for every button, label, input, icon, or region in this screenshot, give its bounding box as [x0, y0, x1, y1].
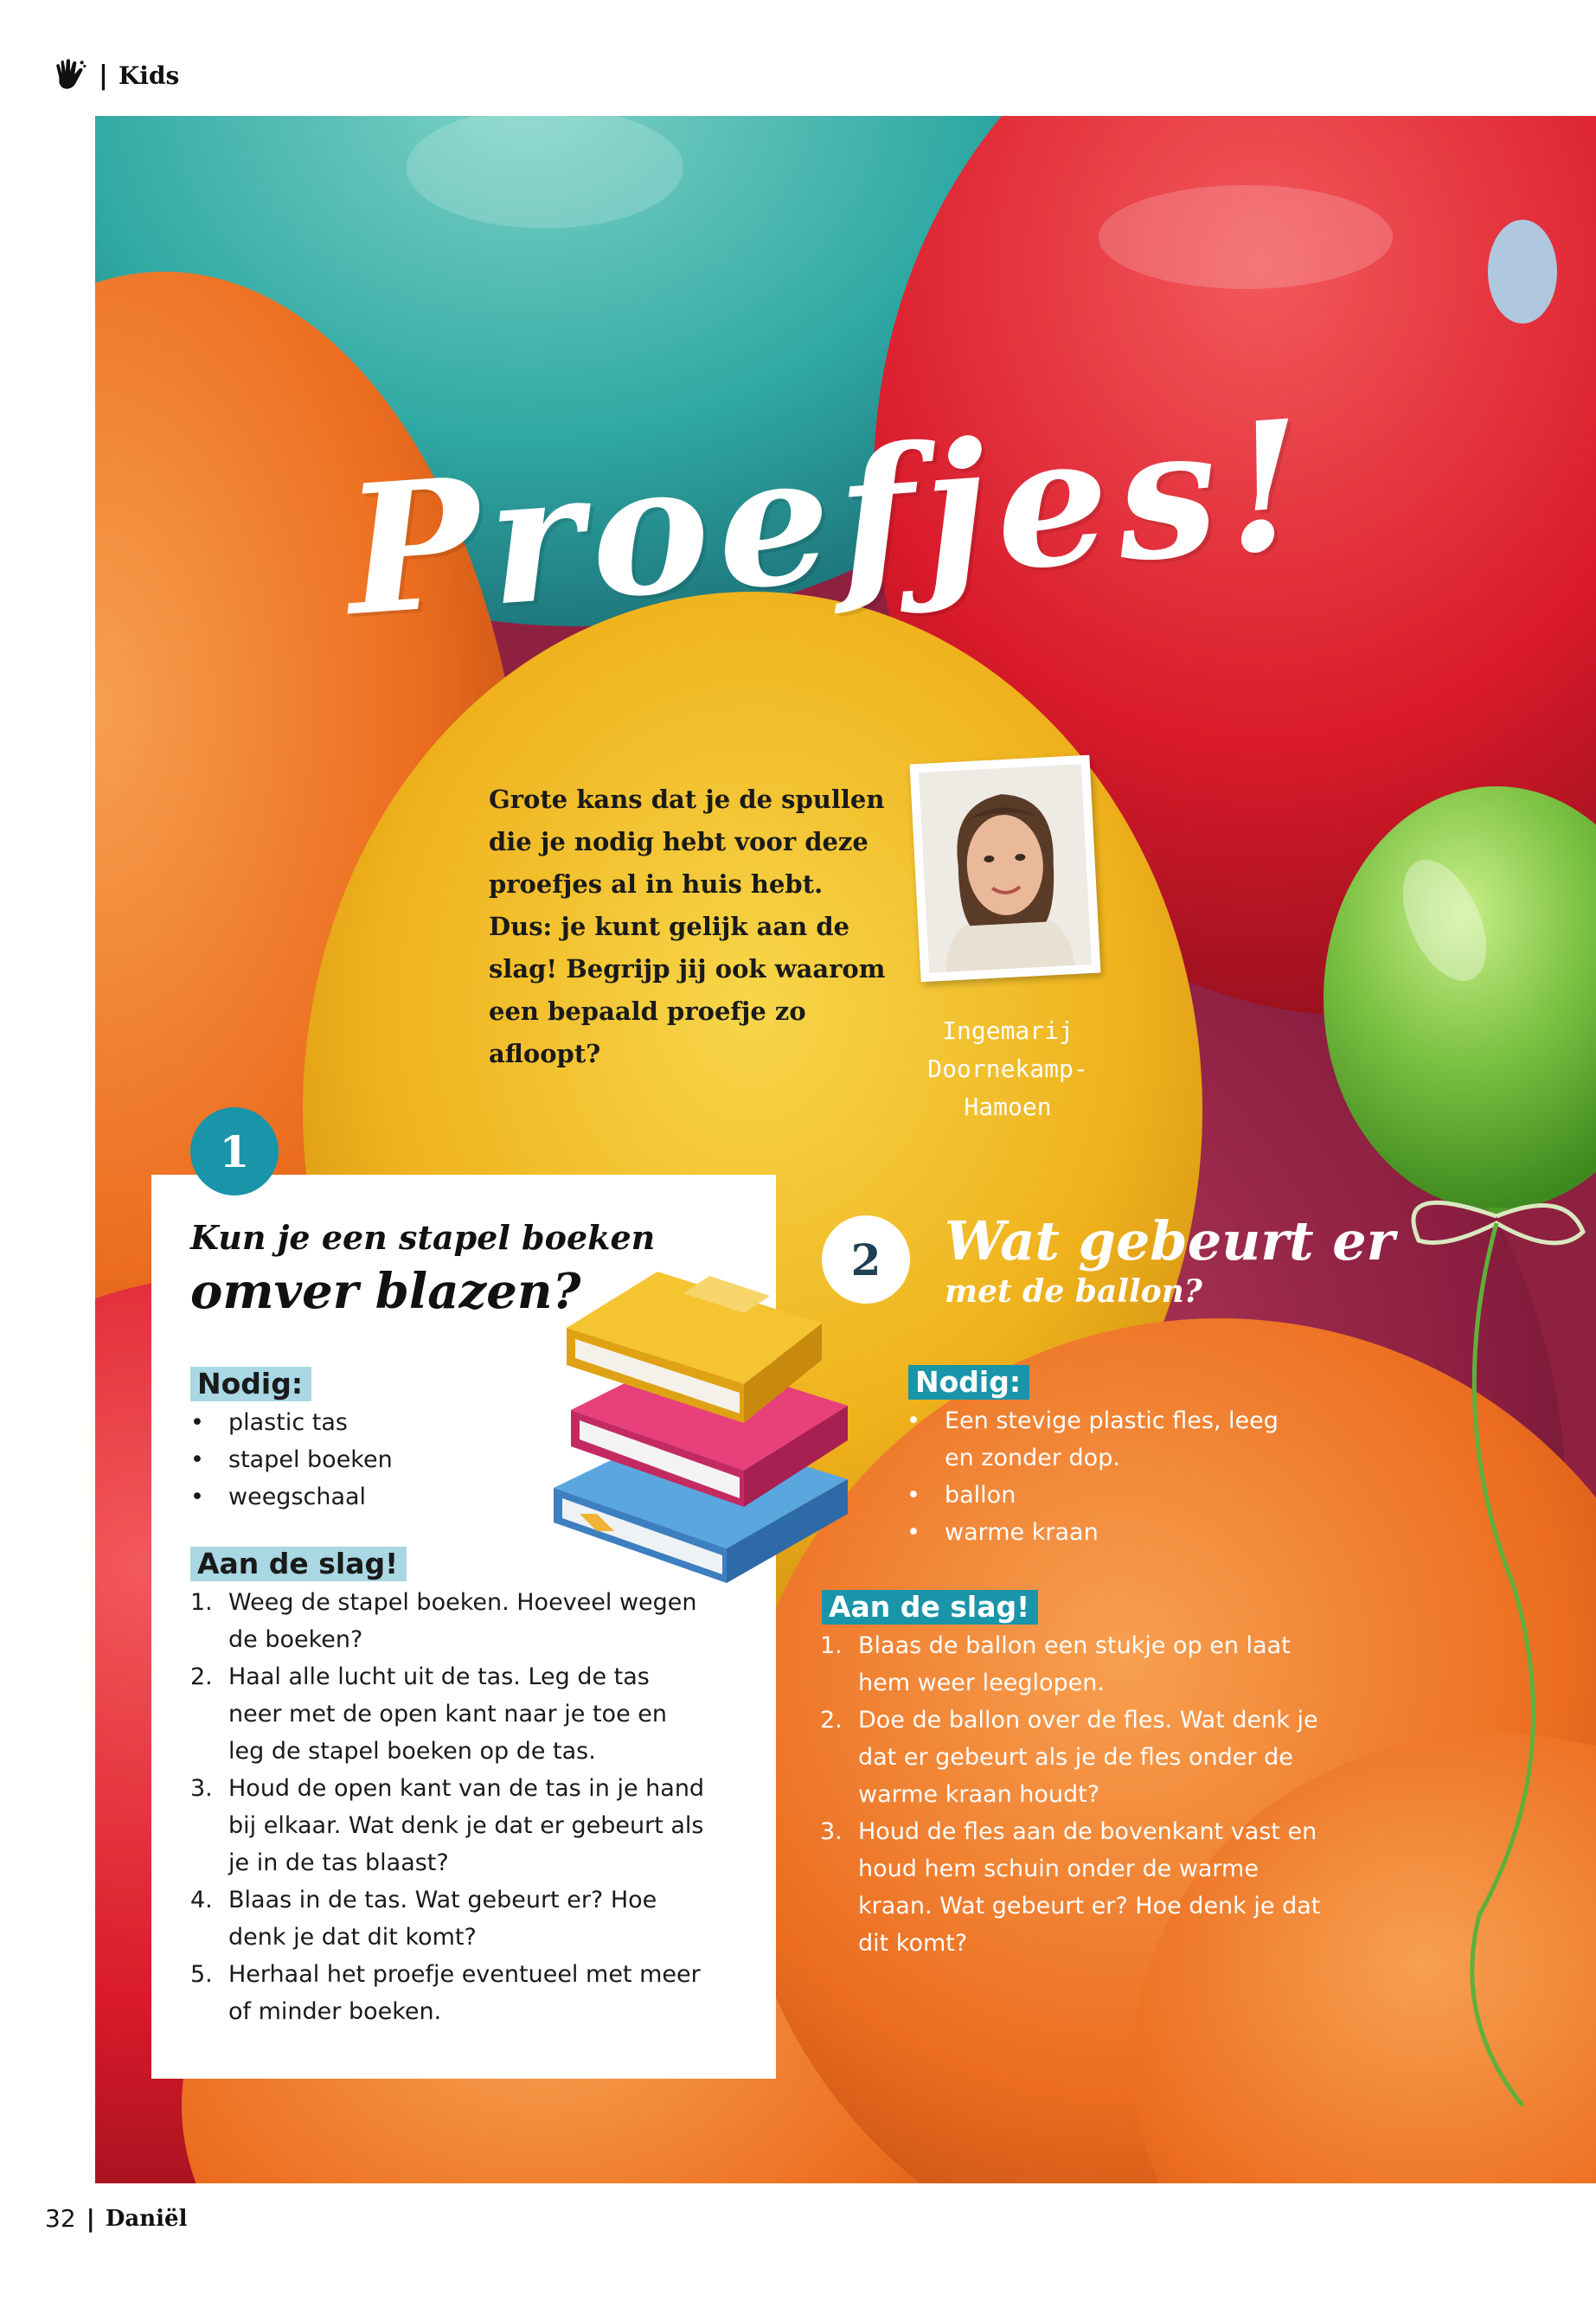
experiment-1-steps-list — [190, 1584, 709, 2030]
list-item: • stapel boeken — [190, 1446, 393, 1473]
experiment-2-heading-small: met de ballon? — [945, 1273, 1202, 1310]
list-item: • ballon — [907, 1482, 1016, 1509]
experiment-2-heading-large: Wat gebeurt er — [945, 1209, 1395, 1272]
section-label: Kids — [118, 61, 180, 90]
experiment-1-needs-label: Nodig: — [190, 1367, 311, 1401]
experiment-2-steps-list — [820, 1627, 1322, 1962]
experiment-2-badge: 2 — [822, 1215, 910, 1304]
author-name-line: Hamoen — [964, 1093, 1052, 1121]
experiment-2-steps-label: Aan de slag! — [822, 1590, 1038, 1625]
experiment-2-needs-label: Nodig: — [908, 1365, 1029, 1400]
page-header — [52, 57, 179, 93]
experiment-2-needs-list — [907, 1402, 1313, 1551]
author-portrait — [919, 764, 1092, 973]
list-item: 1. Weeg de stapel boeken. Hoeveel wegen de boeken? — [190, 1589, 697, 1653]
list-item: 1. Blaas de ballon een stukje op en laat hem weer leeglopen. — [820, 1632, 1291, 1696]
list-item: 5. Herhaal het proefje eventueel met meer of minder boeken. — [190, 1961, 701, 2025]
hand-icon — [52, 57, 88, 93]
footer-separator: | — [86, 2204, 95, 2233]
book-stack-illustration — [528, 1254, 874, 1592]
list-item: • weegschaal — [190, 1484, 367, 1510]
page-number: 32 — [45, 2204, 76, 2233]
experiment-1-badge: 1 — [190, 1107, 279, 1195]
list-item: 3. Houd de open kant van de tas in je hand bij elkaar. Wat denk je dat er gebeurt als je in de tas blaast? — [190, 1775, 705, 1876]
experiment-1-heading-large: omver blazen? — [190, 1263, 581, 1320]
experiment-1-steps-label: Aan de slag! — [190, 1547, 407, 1581]
list-item: 2. Haal alle lucht uit de tas. Leg de tas neer met de open kant naar je toe en leg de stapel boeken op de tas. — [190, 1663, 667, 1765]
author-name-line: Ingemarij — [942, 1016, 1074, 1045]
header-separator: | — [99, 60, 108, 91]
list-item: • warme kraan — [907, 1519, 1099, 1546]
list-item: 2. Doe de ballon over de fles. Wat denk je dat er gebeurt als je de fles onder de warme kraan houdt? — [820, 1707, 1318, 1808]
page-footer — [45, 2204, 187, 2233]
list-item: 4. Blaas in de tas. Wat gebeurt er? Hoe denk je dat dit komt? — [190, 1887, 657, 1951]
intro-text: Grote kans dat je de spullen die je nodig hebt voor deze proefjes al in huis hebt. Dus: je kunt gelijk aan de slag! Begrijp jij ook waarom een bepaald proefje zo afloopt? — [489, 785, 886, 1068]
list-item: • Een stevige plastic fles, leeg en zonder dop. — [907, 1407, 1279, 1471]
author-photo — [910, 755, 1101, 983]
author-name-line: Doornekamp- — [927, 1054, 1088, 1083]
author-name — [891, 1012, 1125, 1126]
page-title: Proefjes! — [339, 381, 1319, 657]
list-item: • plastic tas — [190, 1409, 348, 1436]
experiment-1-heading-small: Kun je een stapel boeken — [190, 1218, 656, 1257]
magazine-name: Daniël — [105, 2205, 188, 2232]
list-item: 3. Houd de fles aan de bovenkant vast en houd hem schuin onder de warme kraan. Wat gebeurt er? Hoe denk je dat dit komt? — [820, 1818, 1321, 1957]
